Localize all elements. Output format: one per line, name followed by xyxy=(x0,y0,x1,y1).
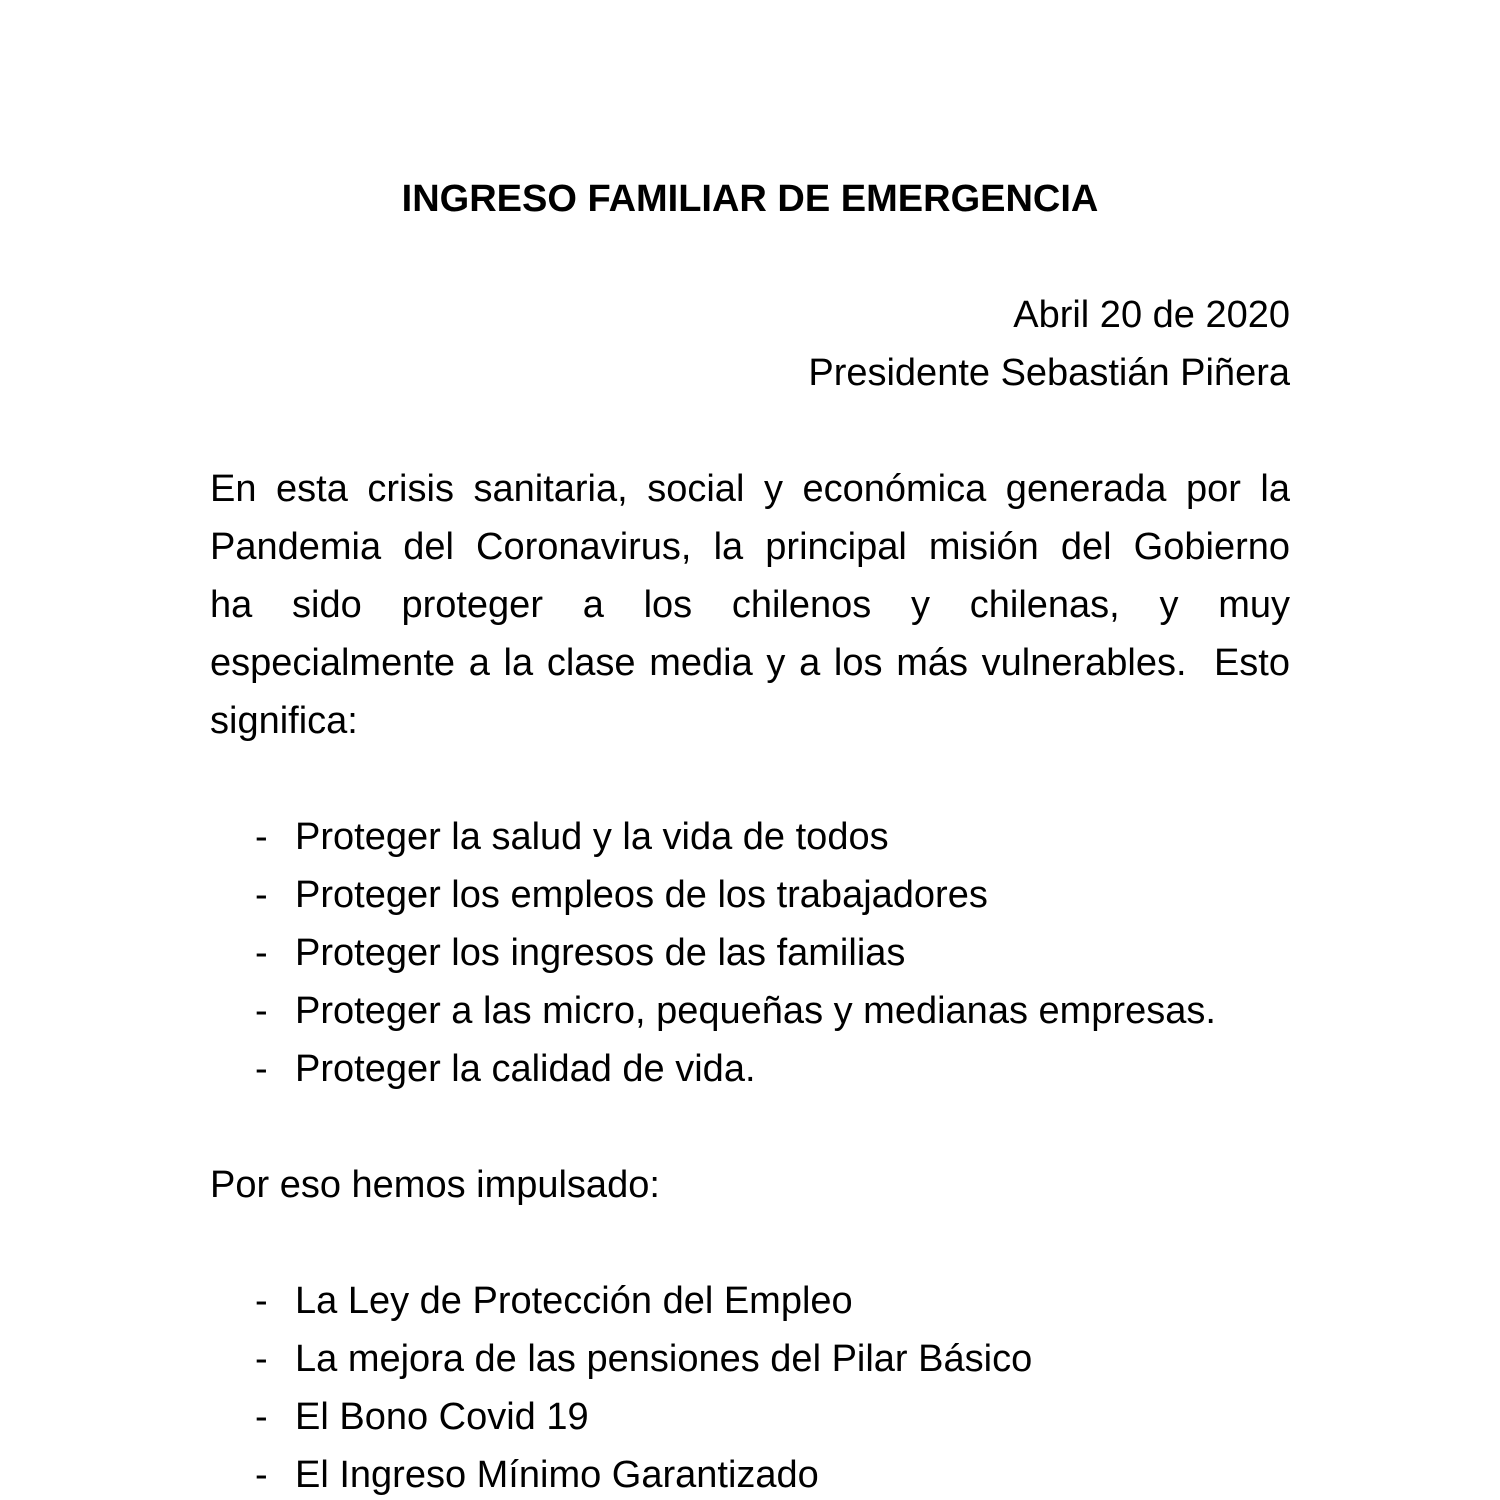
bullet-dash: - xyxy=(255,1454,268,1496)
list-item xyxy=(210,866,1290,924)
intro-paragraph xyxy=(210,460,1290,750)
bullet-dash: - xyxy=(255,1338,268,1380)
list-item xyxy=(210,1040,1290,1098)
bullet-dash: - xyxy=(255,816,268,858)
list-item-text: Proteger la calidad de vida. xyxy=(295,1048,756,1090)
page-title: INGRESO FAMILIAR DE EMERGENCIA xyxy=(401,178,1099,220)
list-item xyxy=(210,924,1290,982)
list-item xyxy=(210,1330,1290,1388)
byline xyxy=(210,286,1290,402)
bullet-dash: - xyxy=(255,1280,268,1322)
list-item xyxy=(210,1446,1290,1500)
list-item-text: Proteger los empleos de los trabajadores xyxy=(295,874,988,916)
bullet-dash: - xyxy=(255,932,268,974)
paragraph-line: Pandemia del Coronavirus, la principal misión del Gobierno xyxy=(210,526,1290,568)
paragraph-line: ha sido proteger a los chilenos y chilenas, y muy xyxy=(210,584,1290,626)
paragraph-line: significa: xyxy=(210,700,358,742)
list-item-text: La Ley de Protección del Empleo xyxy=(295,1280,853,1322)
initiatives-list xyxy=(210,1272,1290,1500)
list-item-text: El Ingreso Mínimo Garantizado xyxy=(295,1454,819,1496)
bullet-dash: - xyxy=(255,990,268,1032)
list-item xyxy=(210,982,1290,1040)
bullet-dash: - xyxy=(255,1396,268,1438)
list-item xyxy=(210,1272,1290,1330)
list-item-text: Proteger a las micro, pequeñas y medianas empresas. xyxy=(295,990,1216,1032)
paragraph-line: En esta crisis sanitaria, social y económica generada por la xyxy=(210,468,1290,510)
bullet-dash: - xyxy=(255,1048,268,1090)
list-item-text: Proteger la salud y la vida de todos xyxy=(295,816,889,858)
byline-date: Abril 20 de 2020 xyxy=(1013,294,1290,336)
objectives-list xyxy=(210,808,1290,1098)
bullet-dash: - xyxy=(255,874,268,916)
list-item-text: El Bono Covid 19 xyxy=(295,1396,589,1438)
list-item-text: La mejora de las pensiones del Pilar Básico xyxy=(295,1338,1033,1380)
list-item-text: Proteger los ingresos de las familias xyxy=(295,932,906,974)
byline-author: Presidente Sebastián Piñera xyxy=(808,352,1290,394)
initiatives-intro: Por eso hemos impulsado: xyxy=(210,1164,660,1206)
list-item xyxy=(210,808,1290,866)
list-item xyxy=(210,1388,1290,1446)
paragraph-line: especialmente a la clase media y a los más vulnerables. Esto xyxy=(210,642,1290,684)
